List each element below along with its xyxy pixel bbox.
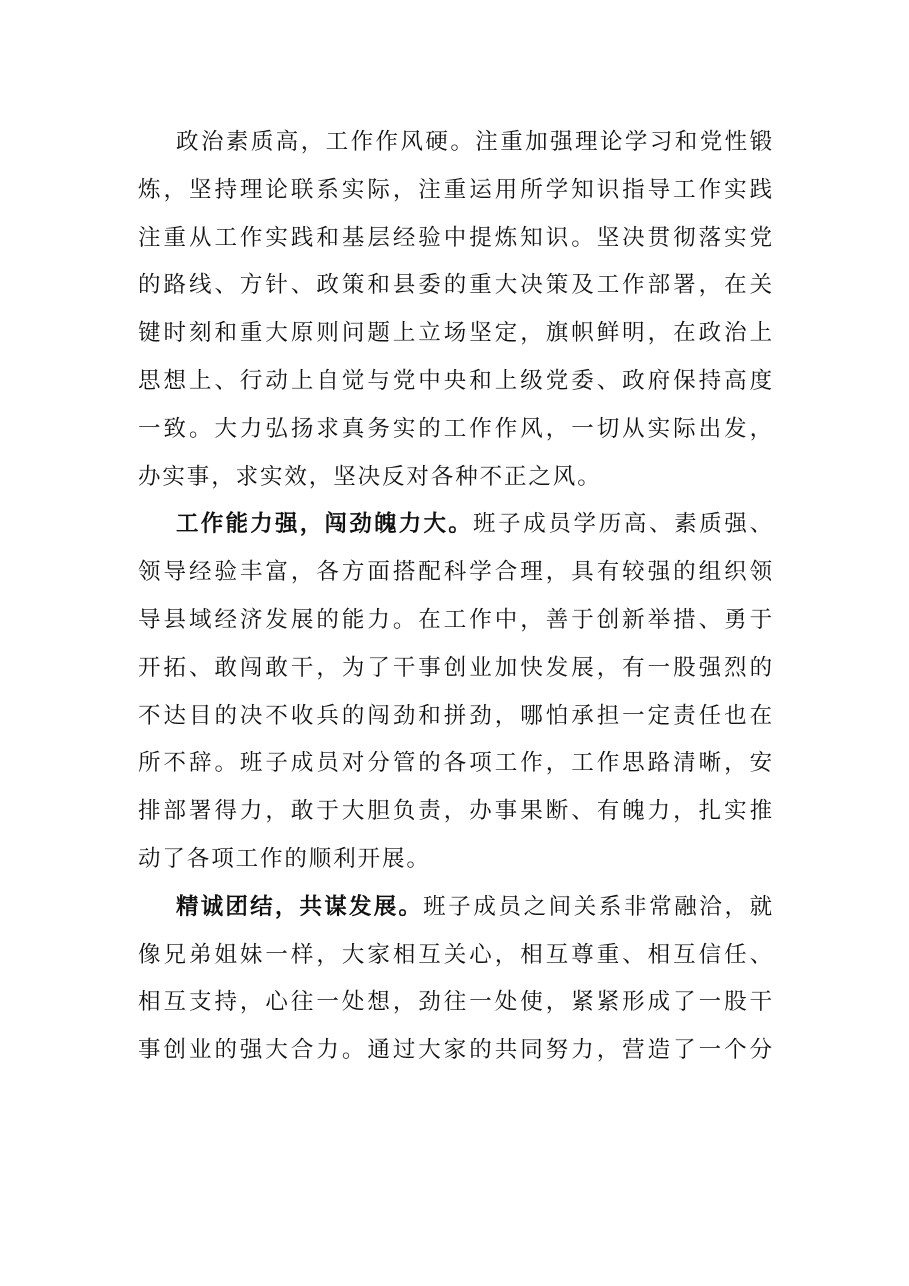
paragraph-line	[138, 501, 774, 549]
paragraph-line: 像兄弟姐妹一样，大家相互关心，相互尊重、相互信任、	[138, 941, 774, 968]
paragraph-line: 办实事，求实效，坚决反对各种不正之风。	[138, 463, 602, 490]
paragraph-line	[138, 884, 774, 932]
paragraph-line-text: 班子成员之间关系非常融洽，就	[423, 893, 774, 920]
paragraph-lead-heading: 工作能力强，闯劲魄力大。	[176, 511, 473, 538]
paragraph-line-text: 班子成员学历高、素质强、	[472, 511, 774, 538]
paragraph-line: 排部署得力，敢于大胆负责，办事果断、有魄力，扎实推	[138, 798, 774, 825]
paragraph-line: 注重从工作实践和基层经验中提炼知识。坚决贯彻落实党	[138, 224, 774, 251]
paragraph-line: 开拓、敢闯敢干，为了干事创业加快发展，有一股强烈的	[138, 654, 774, 681]
paragraph-line: 所不辞。班子成员对分管的各项工作，工作思路清晰，安	[138, 750, 774, 777]
paragraph-political-quality	[138, 119, 774, 501]
paragraph-line: 事创业的强大合力。通过大家的共同努力，营造了一个分	[138, 1037, 774, 1064]
document-body	[138, 119, 774, 1075]
paragraph-work-ability	[138, 501, 774, 883]
paragraph-line: 一致。大力弘扬求真务实的工作作风，一切从实际出发，	[138, 415, 774, 442]
paragraph-line: 炼，坚持理论联系实际，注重运用所学知识指导工作实践	[138, 176, 774, 203]
paragraph-line: 思想上、行动上自觉与党中央和上级党委、政府保持高度	[138, 367, 774, 394]
paragraph-line: 的路线、方针、政策和县委的重大决策及工作部署，在关	[138, 272, 774, 299]
paragraph-line: 不达目的决不收兵的闯劲和拼劲，哪怕承担一定责任也在	[138, 702, 774, 729]
paragraph-lead-heading: 精诚团结，共谋发展。	[176, 893, 424, 920]
paragraph-line: 导县域经济发展的能力。在工作中，善于创新举措、勇于	[138, 606, 774, 633]
paragraph-line: 政治素质高，工作作风硬。注重加强理论学习和党性锻	[176, 129, 774, 155]
paragraph-line: 相互支持，心往一处想，劲往一处使，紧紧形成了一股干	[138, 989, 774, 1016]
paragraph-unity	[138, 884, 774, 1075]
paragraph-line: 领导经验丰富，各方面搭配科学合理，具有较强的组织领	[138, 559, 774, 586]
paragraph-line: 动了各项工作的顺利开展。	[138, 845, 431, 872]
paragraph-line: 键时刻和重大原则问题上立场坚定，旗帜鲜明，在政治上	[138, 320, 774, 347]
